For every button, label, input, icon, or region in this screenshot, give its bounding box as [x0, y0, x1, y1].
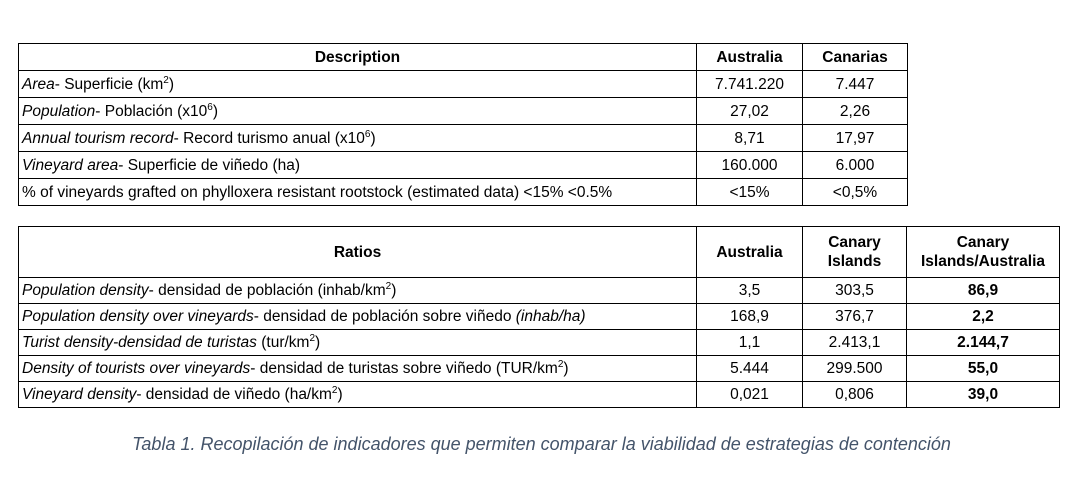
ratio-value: 86,9 — [907, 278, 1060, 304]
australia-value: 1,1 — [697, 330, 803, 356]
table-row — [19, 179, 908, 206]
ratio-value: 39,0 — [907, 382, 1060, 408]
canary-islands-value: 2.413,1 — [803, 330, 907, 356]
canary-islands-value: 376,7 — [803, 304, 907, 330]
label-english: Population — [22, 102, 96, 120]
row-label — [19, 382, 697, 408]
label-spanish: % of vineyards grafted on phylloxera resistant rootstock (estimated data) <15% <0.5% — [22, 183, 613, 201]
label-spanish: - Superficie (km — [54, 75, 164, 93]
label-spanish: - densidad de población (inhab/km — [148, 282, 386, 299]
canarias-value: 17,97 — [803, 125, 908, 152]
table-row — [19, 330, 1060, 356]
australia-value: 5.444 — [697, 356, 803, 382]
label-superscript: 2 — [309, 333, 316, 344]
label-english: Area — [22, 75, 55, 93]
label-suffix: ) — [337, 386, 343, 403]
row-label — [19, 356, 697, 382]
table-row — [19, 382, 1060, 408]
label-english: Turist density-densidad de turistas — [22, 334, 257, 351]
label-spanish: - Superficie de viñedo (ha) — [118, 156, 301, 174]
row-label — [19, 98, 697, 125]
australia-value: 3,5 — [697, 278, 803, 304]
label-superscript: 6 — [207, 101, 213, 113]
header-canary-islands: Canary Islands — [803, 227, 907, 278]
australia-value: 27,02 — [697, 98, 803, 125]
label-suffix: ) — [168, 75, 175, 93]
canary-islands-value: 0,806 — [803, 382, 907, 408]
label-english: Population density — [22, 282, 149, 299]
country-description-table — [18, 43, 908, 206]
table-row — [19, 304, 1060, 330]
row-label — [19, 125, 697, 152]
australia-value: <15% — [697, 179, 803, 206]
label-suffix: ) — [563, 360, 569, 377]
label-spanish: (tur/km — [256, 334, 310, 351]
canarias-value: 6.000 — [803, 152, 908, 179]
label-suffix: ) — [212, 102, 219, 120]
label-spanish: - Población (x10 — [95, 102, 208, 120]
label-suffix: ) — [315, 334, 321, 351]
row-label — [19, 304, 697, 330]
australia-value: 168,9 — [697, 304, 803, 330]
row-label — [19, 152, 697, 179]
label-spanish: - densidad de turistas sobre viñedo (TUR/km — [250, 360, 558, 377]
header-canary-australia-ratio: Canary Islands/Australia — [907, 227, 1060, 278]
header-australia: Australia — [697, 44, 803, 71]
row-label — [19, 179, 697, 206]
canary-islands-value: 299.500 — [803, 356, 907, 382]
label-spanish: - densidad de viñedo (ha/km — [136, 386, 332, 403]
label-english: Vineyard density — [22, 386, 137, 403]
canarias-value: 2,26 — [803, 98, 908, 125]
australia-value: 160.000 — [697, 152, 803, 179]
label-superscript: 6 — [364, 128, 371, 140]
label-spanish-italic: (inhab/ha) — [515, 308, 586, 325]
header-australia: Australia — [697, 227, 803, 278]
table-row — [19, 278, 1060, 304]
table-caption: Tabla 1. Recopilación de indicadores que permiten comparar la viabilidad de estrategias de contención — [132, 434, 951, 454]
row-label — [19, 330, 697, 356]
label-spanish: - densidad de población sobre viñedo — [253, 308, 516, 325]
row-label — [19, 278, 697, 304]
canary-islands-value: 303,5 — [803, 278, 907, 304]
canarias-value: <0,5% — [803, 179, 908, 206]
label-superscript: 2 — [557, 359, 564, 370]
label-suffix: ) — [370, 129, 376, 147]
label-suffix: ) — [391, 282, 397, 299]
header-ratios: Ratios — [19, 227, 697, 278]
australia-value: 7.741.220 — [697, 71, 803, 98]
australia-value: 8,71 — [697, 125, 803, 152]
table-row — [19, 98, 908, 125]
label-english: Population density over vineyards — [22, 308, 254, 325]
table-row — [19, 71, 908, 98]
row-label — [19, 71, 697, 98]
label-english: Annual tourism record — [22, 129, 174, 147]
ratio-value: 55,0 — [907, 356, 1060, 382]
table-row — [19, 152, 908, 179]
header-description: Description — [19, 44, 697, 71]
label-superscript: 2 — [331, 385, 338, 396]
ratio-value: 2.144,7 — [907, 330, 1060, 356]
ratios-table — [18, 226, 1060, 408]
label-superscript: 2 — [163, 74, 169, 86]
ratio-value: 2,2 — [907, 304, 1060, 330]
label-superscript: 2 — [385, 281, 392, 292]
label-english: Vineyard area — [22, 156, 119, 174]
table-row — [19, 125, 908, 152]
australia-value: 0,021 — [697, 382, 803, 408]
header-canarias: Canarias — [803, 44, 908, 71]
table2-header-row — [19, 227, 1060, 278]
canarias-value: 7.447 — [803, 71, 908, 98]
table-row — [19, 356, 1060, 382]
table1-header-row — [19, 44, 908, 71]
label-spanish: - Record turismo anual (x10 — [173, 129, 365, 147]
label-english: Density of tourists over vineyards — [22, 360, 251, 377]
